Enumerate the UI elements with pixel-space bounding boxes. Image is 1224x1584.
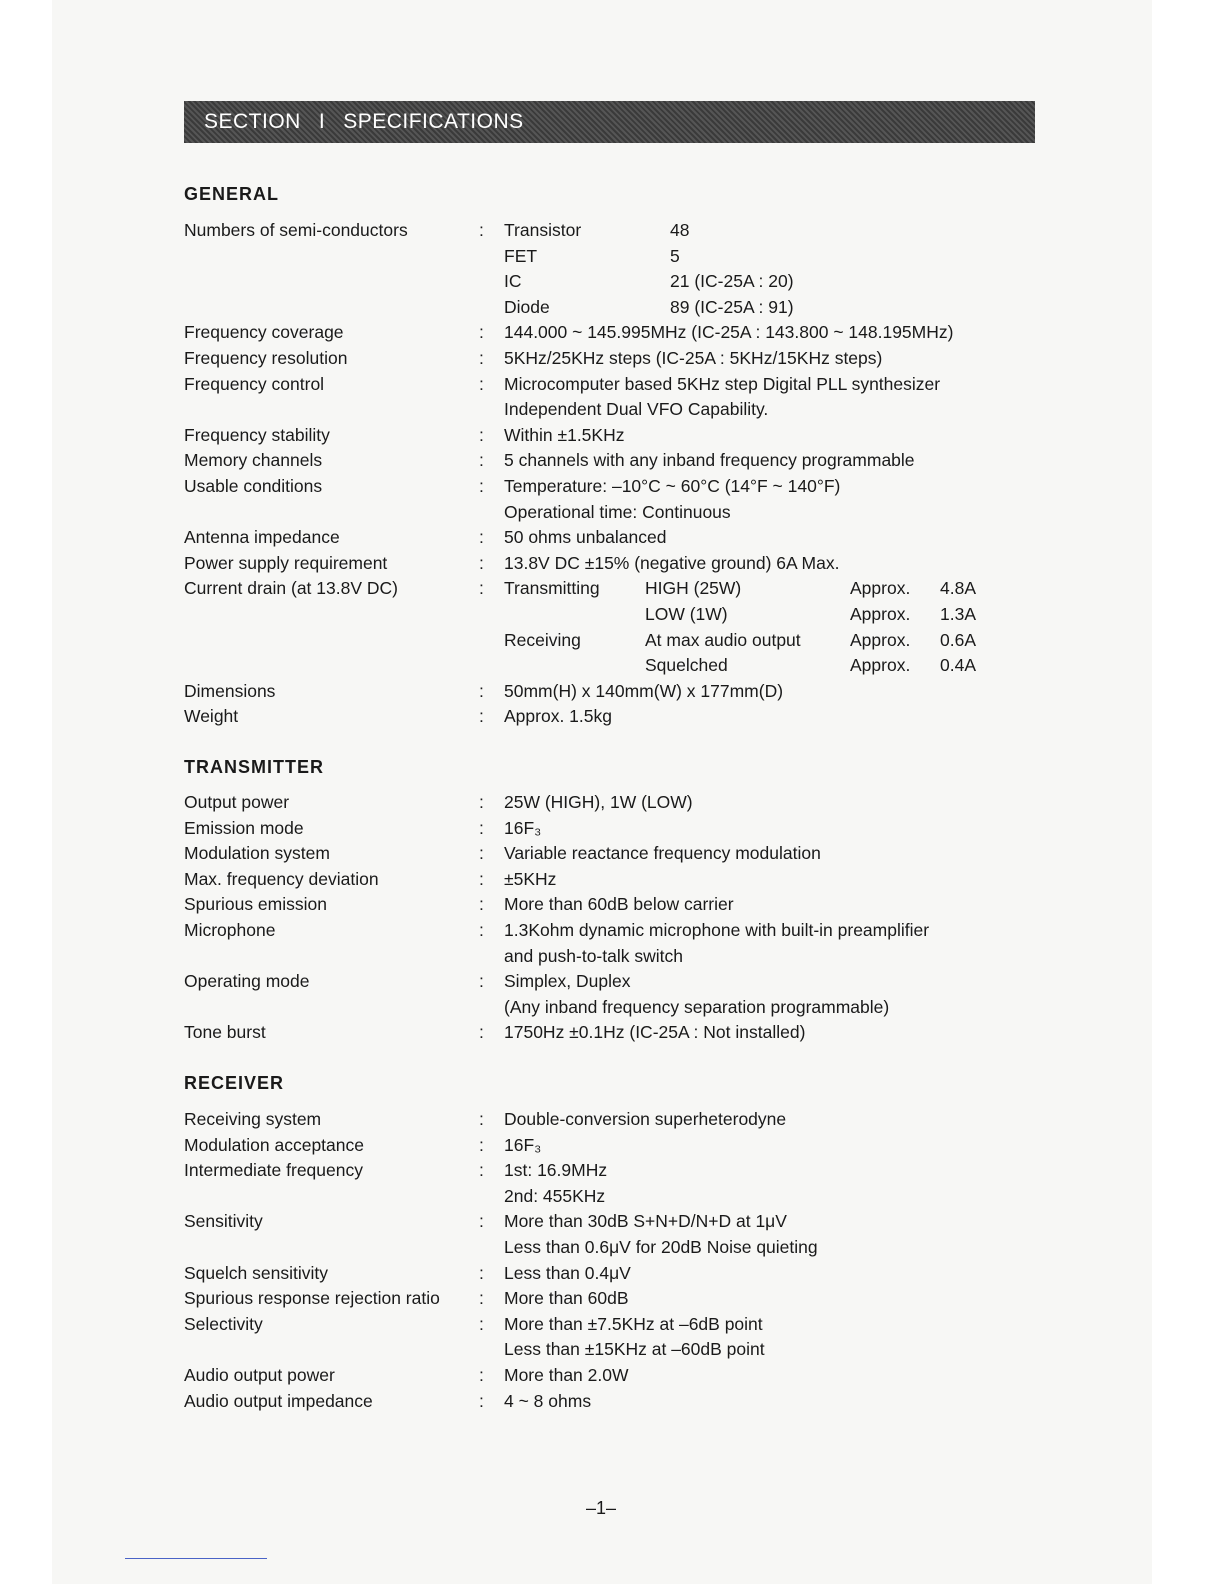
spec-colon: : [479, 1134, 484, 1155]
spec-value: More than 2.0W [504, 1365, 629, 1385]
spec-colon: : [479, 220, 484, 240]
current-approx: Approx. [850, 578, 911, 599]
spec-label: Operating mode [184, 971, 310, 992]
spec-label: Receiving system [184, 1109, 322, 1129]
spec-label: Frequency stability [184, 424, 330, 445]
spec-colon: : [479, 424, 484, 445]
spec-colon: : [479, 1262, 484, 1283]
spec-colon: : [479, 578, 484, 599]
spec-value: 16F₃ [504, 1134, 542, 1155]
spec-label: Frequency control [184, 373, 325, 394]
spec-colon: : [479, 450, 484, 471]
spec-label: Selectivity [184, 1313, 263, 1334]
spec-label: Modulation acceptance [184, 1134, 364, 1155]
spec-colon: : [479, 552, 484, 573]
spec-value: 50 ohms unbalanced [504, 527, 667, 548]
spec-label: Max. frequency deviation [184, 868, 379, 889]
current-condition: At max audio output [645, 629, 801, 650]
spec-colon: : [479, 527, 484, 548]
spec-value: More than 30dB S+N+D/N+D at 1μV [504, 1211, 787, 1232]
current-condition: HIGH (25W) [645, 578, 742, 599]
spec-value: 13.8V DC ±15% (negative ground) 6A Max. [504, 552, 840, 573]
semi-name: IC [504, 271, 522, 292]
spec-colon: : [479, 476, 484, 496]
spec-colon: : [479, 792, 484, 812]
spec-colon: : [479, 1288, 484, 1309]
spec-value: 16F₃ [504, 817, 542, 838]
semi-name: FET [504, 245, 538, 266]
spec-value: 25W (HIGH), 1W (LOW) [504, 792, 693, 812]
spec-label: Weight [184, 706, 239, 727]
current-condition: LOW (1W) [645, 604, 728, 624]
spec-value: More than ±7.5KHz at –6dB point [504, 1313, 763, 1334]
banner-number: I [318, 110, 326, 133]
spec-label: Squelch sensitivity [184, 1262, 328, 1283]
semi-name: Diode [504, 296, 550, 317]
spec-value: Less than 0.4μV [504, 1262, 631, 1283]
spec-value: Temperature: –10°C ~ 60°C (14°F ~ 140°F) [504, 476, 841, 496]
section-heading: TRANSMITTER [184, 757, 324, 777]
spec-value: Less than ±15KHz at –60dB point [504, 1339, 765, 1360]
current-approx: Approx. [850, 629, 911, 650]
current-condition: Squelched [645, 655, 728, 676]
spec-colon: : [479, 894, 484, 915]
spec-value: Less than 0.6μV for 20dB Noise quieting [504, 1237, 818, 1257]
spec-value: 4 ~ 8 ohms [504, 1390, 592, 1411]
spec-label: Spurious response rejection ratio [184, 1288, 440, 1309]
spec-value: and push-to-talk switch [504, 945, 683, 966]
spec-value: Simplex, Duplex [504, 971, 631, 992]
spec-colon: : [479, 1365, 484, 1385]
spec-label: Audio output impedance [184, 1390, 373, 1411]
spec-colon: : [479, 1160, 484, 1181]
spec-value: 50mm(H) x 140mm(W) x 177mm(D) [504, 680, 784, 701]
spec-value: Independent Dual VFO Capability. [504, 399, 769, 420]
current-mode: Transmitting [504, 578, 600, 599]
spec-value: 2nd: 455KHz [504, 1185, 606, 1206]
section-heading: RECEIVER [184, 1073, 285, 1093]
spec-colon: : [479, 843, 484, 864]
current-amps: 0.6A [940, 629, 976, 650]
spec-colon: : [479, 817, 484, 838]
spec-value: Double-conversion superheterodyne [504, 1109, 787, 1129]
spec-colon: : [479, 1022, 484, 1043]
current-approx: Approx. [850, 655, 911, 676]
section-heading: GENERAL [184, 184, 280, 204]
spec-colon: : [479, 322, 484, 343]
page-number: –1– [586, 1498, 617, 1518]
spec-value: More than 60dB [504, 1288, 629, 1309]
spec-value: 144.000 ~ 145.995MHz (IC-25A : 143.800 ~ 148.195MHz) [504, 322, 954, 343]
spec-value: Operational time: Continuous [504, 501, 731, 522]
spec-colon: : [479, 373, 484, 394]
section-banner [184, 101, 1035, 143]
spec-colon: : [479, 1390, 484, 1411]
spec-value: More than 60dB below carrier [504, 894, 734, 915]
spec-value: Within ±1.5KHz [504, 424, 625, 445]
semi-count: 21 (IC-25A : 20) [670, 271, 794, 292]
spec-colon: : [479, 706, 484, 727]
spec-label: Audio output power [184, 1365, 335, 1385]
spec-label: Antenna impedance [184, 527, 340, 548]
spec-label: Sensitivity [184, 1211, 263, 1232]
spec-value: 5 channels with any inband frequency programmable [504, 450, 915, 471]
semi-count: 48 [670, 220, 690, 240]
spec-colon: : [479, 1211, 484, 1232]
current-approx: Approx. [850, 604, 911, 624]
spec-label: Dimensions [184, 680, 276, 701]
footer-rule [125, 1558, 267, 1559]
spec-colon: : [479, 1109, 484, 1129]
spec-colon: : [479, 971, 484, 992]
spec-colon: : [479, 1313, 484, 1334]
spec-label: Microphone [184, 920, 276, 940]
spec-label: Tone burst [184, 1022, 266, 1043]
banner-title: SPECIFICATIONS [343, 110, 524, 133]
spec-label: Usable conditions [184, 476, 323, 496]
spec-value: (Any inband frequency separation programmable) [504, 996, 890, 1017]
spec-label: Current drain (at 13.8V DC) [184, 578, 398, 599]
semi-count: 5 [670, 245, 680, 266]
semi-count: 89 (IC-25A : 91) [670, 296, 794, 317]
spec-value: ±5KHz [504, 868, 557, 889]
spec-colon: : [479, 680, 484, 701]
spec-value: 1.3Kohm dynamic microphone with built-in preamplifier [504, 920, 930, 940]
spec-value: 5KHz/25KHz steps (IC-25A : 5KHz/15KHz steps) [504, 348, 883, 368]
spec-label: Memory channels [184, 450, 323, 471]
current-mode: Receiving [504, 629, 581, 650]
spec-label: Power supply requirement [184, 552, 388, 573]
spec-value: 1st: 16.9MHz [504, 1160, 608, 1181]
spec-label: Modulation system [184, 843, 330, 864]
spec-value: 1750Hz ±0.1Hz (IC-25A : Not installed) [504, 1022, 806, 1043]
spec-label: Spurious emission [184, 894, 327, 915]
current-amps: 1.3A [940, 604, 976, 624]
semi-name: Transistor [504, 220, 582, 240]
spec-colon: : [479, 348, 484, 368]
current-amps: 0.4A [940, 655, 976, 676]
spec-value: Variable reactance frequency modulation [504, 843, 821, 864]
spec-value: Approx. 1.5kg [504, 706, 612, 727]
spec-label: Emission mode [184, 817, 304, 838]
spec-label: Output power [184, 792, 290, 812]
banner-section: SECTION [204, 110, 301, 133]
spec-label: Frequency resolution [184, 348, 348, 368]
spec-colon: : [479, 920, 484, 940]
spec-label: Numbers of semi-conductors [184, 220, 408, 240]
spec-label: Intermediate frequency [184, 1160, 363, 1181]
spec-colon: : [479, 868, 484, 889]
spec-label: Frequency coverage [184, 322, 344, 343]
spec-value: Microcomputer based 5KHz step Digital PLL synthesizer [504, 373, 941, 394]
current-amps: 4.8A [940, 578, 976, 599]
